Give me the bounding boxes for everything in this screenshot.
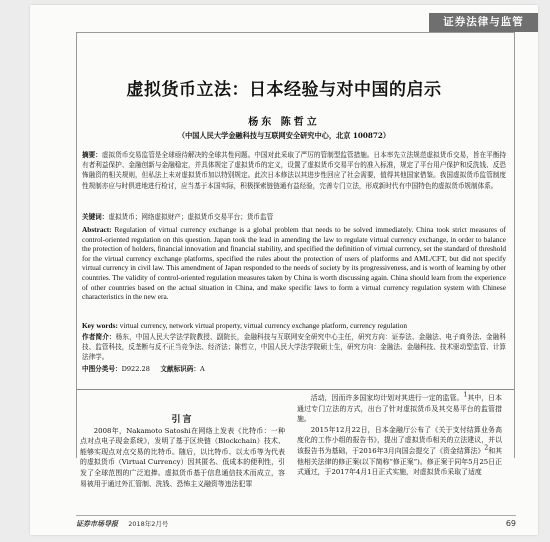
body-column-right <box>297 393 502 478</box>
journal-page <box>30 5 538 535</box>
page-footer <box>76 519 516 529</box>
footer-divider <box>76 515 516 516</box>
para3-text-b: 和其他相关法律的修正案(以下简称“修正案”)。修正案于同年5月25日正式通过，于2017年4月1日正式实施，对虚拟货币采取了适度 <box>297 446 503 477</box>
abstract-en <box>82 225 506 302</box>
para2-text-b: 其中，日本通过专门立法的方式，出台了针对虚拟货币及其交易平台的监管措施。 <box>297 394 503 424</box>
keywords-en <box>82 321 506 331</box>
abstract-en-label: Abstract: <box>82 225 112 234</box>
keywords-en-text: virtual currency, network virtual property, virtual currency exchange platform, currency regulation <box>119 321 408 330</box>
section-divider <box>76 389 514 390</box>
intro-paragraph-2 <box>297 393 502 425</box>
author-bio-label: 作者简介： <box>82 333 116 341</box>
intro-paragraph-3 <box>297 425 502 478</box>
abstract-cn-label: 摘要： <box>82 151 102 159</box>
keywords-en-label: Key words: <box>82 321 118 330</box>
author-affiliation: （中国人民大学金融科技与互联网安全研究中心，北京 100872） <box>177 131 391 140</box>
abstract-cn-text: 虚拟货币交易监管是全球亟待解决的全球共性问题。中国对此采取了严厉的管制型监管措施。日本率先立法规范虚拟货币交易，旨在平衡持有者利益保护、金融创新与金融稳定，并具体规定了虚拟货币的定义，设置了虚拟货币交易平台的准入标准，规定了平台用户保护和反洗钱、反恐怖融资的相关规则，但私法上未对虚拟货币加以特别规定。此次日本修法以其进步性回应了社会需要，值得其他国家借鉴。我国虚拟货币监管制度性规制亦应与时俱进地进行检讨，应当基于本国实际，积极探索链链通有益经验，完善专门立法，形成新时代有中国特色的虚拟货币规制体系。 <box>82 151 507 190</box>
journal-name: 证券市场导报 <box>76 519 118 528</box>
clc-label: 中图分类号： <box>82 365 122 373</box>
article-title: 虚拟货币立法：日本经验与对中国的启示 <box>126 80 442 100</box>
para2-text-a: 活动，因而许多国家均计划对其进行一定的监管。 <box>310 394 464 402</box>
abstract-cn <box>82 150 506 191</box>
body-column-left <box>80 415 285 489</box>
section-banner: 证券法律与监管 <box>429 13 538 32</box>
keywords-cn-text: 虚拟货币；网络虚拟财产；虚拟货币交易平台；货币监管 <box>108 213 274 221</box>
footnote-ref-1[interactable]: 1 <box>463 391 468 399</box>
author-bio <box>82 332 506 363</box>
para3-text-a: 2015年12月22日，日本金融厅公布了《关于支付结算业务高度化的工作小组的报告书》，提出了虚拟货币相关的立法建议，并以该报告书为基础，于2016年3月向国会提交了《资金结算法》 <box>297 425 502 455</box>
doc-code-label: 文献标识码： <box>160 365 200 373</box>
clc-value: D922.28 <box>121 365 150 373</box>
keywords-cn <box>82 212 506 222</box>
author-bio-text: 杨东，中国人民大学法学院教授、副院长，金融科技与互联网安全研究中心主任，研究方向：证券法、金融法、电子商务法、金融科技、监管科技，反垄断与反不正当竞争法、经济法；陈哲立，中国人民大学法学院硕士生，研究方向：金融法、金融科技、技术驱动型监管、计算法律学。 <box>82 333 507 362</box>
page-number: 69 <box>505 519 516 528</box>
article-authors: 杨东 陈哲立 <box>248 117 320 128</box>
keywords-cn-label: 关键词： <box>82 213 109 221</box>
classification <box>82 364 506 374</box>
intro-paragraph-1: 2008年，Nakamoto Satoshi在网络上发表《比特币：一种点对点电子现金系统》，发明了基于区块链（Blockchain）技术、能够实现点对点交易的比特币。随后，以比特币、以太币等为代表的虚拟货币（Virtual Currency）因其匿名、低成本的便利性，引发了全球范围的广泛追捧。虚拟货币基于信息通信技术而成立，容易被用于通过外汇管制、洗钱、恐怖主义融资等违法犯罪 <box>80 426 285 488</box>
intro-heading: 引言 <box>171 415 194 425</box>
doc-code-value: A <box>199 365 205 373</box>
issue-date: 2018年2月号 <box>128 520 169 528</box>
abstract-en-text: Regulation of virtual currency exchange is a global problem that needs to be solved immediately. China took strict measures of control-oriented regulation on this question. Japan took the lead in amending the law to regulate virtual currency exchange, in order to balance the protection of holders, financial innovation and financial stability, and specified the definition of virtual currency, set the standard of threshold for the virtual currency exchange platforms, specified the rules about the protection of users of platforms and AML/CFT, but did not specify virtual currency in civil law. This amendment of Japan responded to the needs of society by its progressiveness, and is worth of learning by other countries. The validity of control-oriented regulation measures taken by China is worth discussing again. China should learn from the experience of other countries based on the actual situation in China, and make specific laws to form a virtual currency regulation system with Chinese characteristics in the new era. <box>82 225 506 302</box>
footnote-ref-2[interactable]: 2 <box>484 444 489 452</box>
